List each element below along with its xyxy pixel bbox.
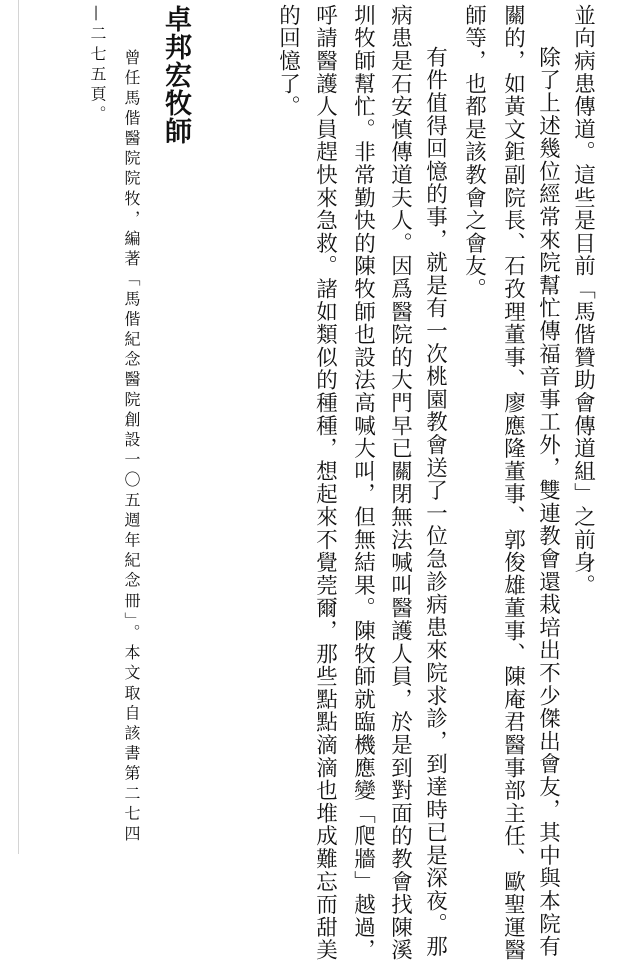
body-column-1: 並向病患傳道。這些是目前「馬偕贊助會傳道組」之前身。	[570, 4, 596, 597]
author-note-column-1: 曾任馬偕醫院院牧，編著「馬偕紀念醫院創設一〇五週年紀念冊」。本文取自該書第二七四	[122, 49, 141, 845]
body-column-4: 師等，也都是該教會之會友。	[461, 4, 487, 301]
author-note-column-2: —二七五頁。	[88, 5, 107, 126]
body-column-3: 關的，如黃文鉅副院長、石孜理董事、廖應隆董事、郭俊雄董事、陳庵君醫事部主任、歐聖運醫	[500, 4, 526, 962]
body-column-5: 有件值得回憶的事，就是有一次桃園教會送了一位急診病患來院求診，到達時已是深夜。那	[422, 46, 448, 958]
author-heading: 卓邦宏牧師	[160, 5, 191, 145]
body-column-8: 呼請醫護人員趕快來急救。諸如類似的種種，想起來不覺莞爾，那些點點滴滴也堆成難忘而甜美	[312, 4, 338, 962]
body-column-6: 病患是石安慎傳道夫人。因爲醫院的大門早已關閉無法喊叫醫護人員，於是到對面的教會找陳溪	[387, 4, 413, 962]
body-column-2: 除了上述幾位經常來院幫忙傳福音事工外，雙連教會還栽培出不少傑出會友，其中與本院有	[535, 46, 561, 958]
page-edge-line	[18, 0, 19, 854]
body-column-7: 圳牧師幫忙。非常勤快的陳牧師也設法高喊大叫，但無結果。陳牧師就臨機應變「爬牆」越過，	[350, 4, 376, 962]
body-column-9: 的回憶了。	[275, 4, 301, 118]
